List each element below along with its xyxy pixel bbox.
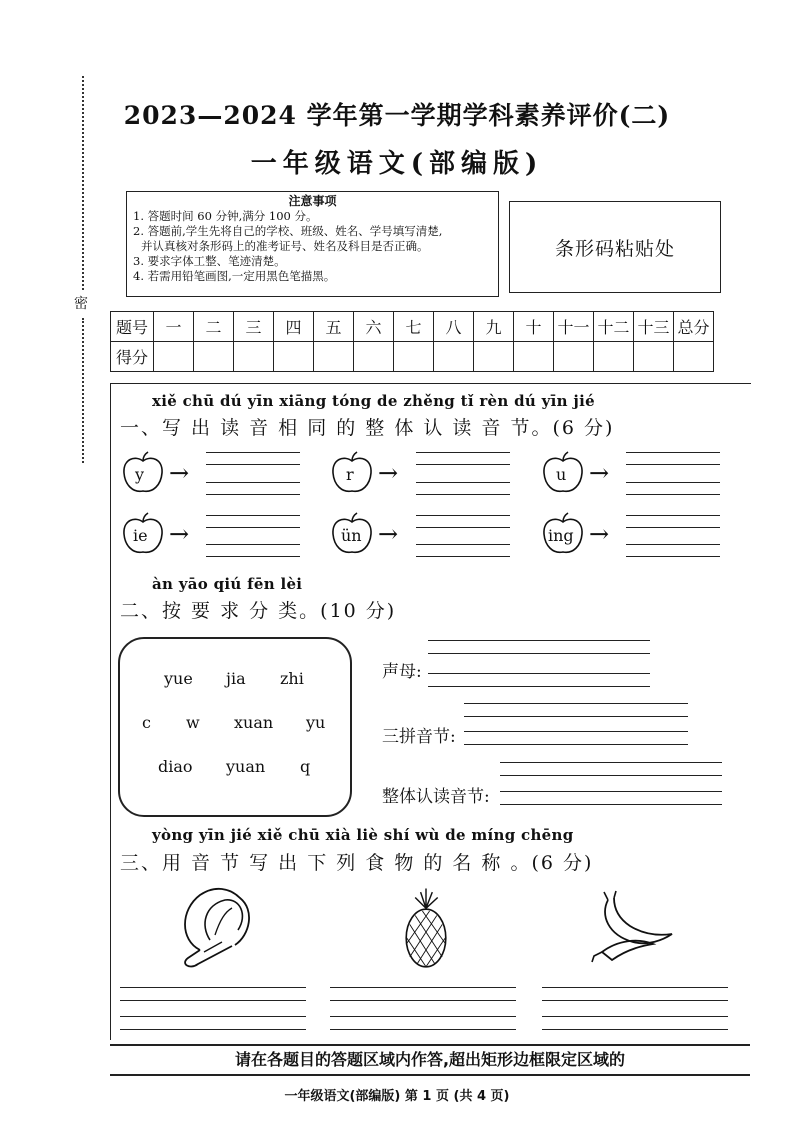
- apple-letter: ie: [133, 526, 148, 545]
- binding-dotted-line-bottom: [82, 318, 84, 463]
- answer-line[interactable]: [330, 1000, 516, 1001]
- score-table-row-label: 得分: [111, 342, 154, 372]
- answer-line[interactable]: [330, 1029, 516, 1030]
- syllable: q: [300, 757, 311, 776]
- answer-line[interactable]: [464, 716, 688, 717]
- notice-item: 2. 答题前,学生先将自己的学校、班级、姓名、学号填写清楚,: [133, 224, 443, 238]
- arrow-icon: →: [169, 459, 190, 487]
- q2-heading: 二、按 要 求 分 类。(10 分): [120, 600, 397, 622]
- notice-item: 3. 要求字体工整、笔迹清楚。: [133, 254, 286, 268]
- answer-line[interactable]: [500, 775, 722, 776]
- score-cell[interactable]: [154, 342, 194, 372]
- apple-letter: ün: [341, 526, 362, 545]
- q1-pinyin: xiě chū dú yīn xiāng tóng de zhěng tǐ rèn dú yīn jié: [152, 392, 595, 410]
- score-table-header-cell: 十二: [594, 312, 634, 342]
- score-cell[interactable]: [394, 342, 434, 372]
- answer-line[interactable]: [120, 1000, 306, 1001]
- syllable: yue: [164, 669, 193, 688]
- score-cell[interactable]: [274, 342, 314, 372]
- answer-line[interactable]: [416, 452, 510, 453]
- answer-line[interactable]: [416, 464, 510, 465]
- q3-heading: 三、用 音 节 写 出 下 列 食 物 的 名 称 。(6 分): [120, 852, 594, 874]
- answer-line[interactable]: [626, 515, 720, 516]
- answer-line[interactable]: [428, 653, 650, 654]
- score-cell[interactable]: [554, 342, 594, 372]
- answer-line[interactable]: [464, 731, 688, 732]
- score-table-header-cell: 六: [354, 312, 394, 342]
- score-table-header-cell: 五: [314, 312, 354, 342]
- answer-line[interactable]: [626, 494, 720, 495]
- apple-letter: y: [135, 465, 145, 484]
- syllable: diao: [158, 757, 193, 776]
- pineapple-icon: [399, 888, 453, 970]
- answer-line[interactable]: [542, 987, 728, 988]
- answer-line[interactable]: [416, 515, 510, 516]
- score-table-row-label: 题号: [111, 312, 154, 342]
- apple-letter: u: [556, 465, 567, 484]
- syllable: xuan: [234, 713, 274, 732]
- answer-line[interactable]: [206, 527, 300, 528]
- page-footer: 一年级语文(部编版) 第 1 页 (共 4 页): [284, 1089, 510, 1104]
- answer-line[interactable]: [626, 544, 720, 545]
- answer-line[interactable]: [464, 703, 688, 704]
- answer-line[interactable]: [464, 744, 688, 745]
- category-label-whole: 整体认读音节:: [382, 787, 490, 807]
- answer-area-warning: 请在各题目的答题区域内作答,超出矩形边框限定区域的: [110, 1044, 750, 1076]
- answer-line[interactable]: [428, 640, 650, 641]
- answer-line[interactable]: [206, 464, 300, 465]
- answer-line[interactable]: [416, 527, 510, 528]
- syllable: zhi: [280, 669, 304, 688]
- answer-line[interactable]: [416, 494, 510, 495]
- barcode-label: 条形码粘贴处: [554, 237, 675, 260]
- answer-line[interactable]: [626, 527, 720, 528]
- score-table-header-cell: 九: [474, 312, 514, 342]
- answer-line[interactable]: [542, 1000, 728, 1001]
- q1-heading: 一、写 出 读 音 相 同 的 整 体 认 读 音 节。(6 分): [120, 417, 615, 439]
- syllable: yuan: [226, 757, 266, 776]
- seal-character: 密: [74, 296, 88, 312]
- notice-box: [126, 191, 499, 297]
- answer-line[interactable]: [500, 791, 722, 792]
- syllable: c: [142, 713, 151, 732]
- q2-pinyin: àn yāo qiú fēn lèi: [152, 575, 303, 593]
- answer-line[interactable]: [206, 556, 300, 557]
- arrow-icon: →: [589, 459, 610, 487]
- category-label-initials: 声母:: [382, 662, 422, 682]
- category-label-three-part: 三拼音节:: [382, 727, 456, 747]
- arrow-icon: →: [589, 520, 610, 548]
- answer-line[interactable]: [428, 673, 650, 674]
- score-cell[interactable]: [354, 342, 394, 372]
- answer-line[interactable]: [542, 1016, 728, 1017]
- score-table: [110, 311, 714, 372]
- score-cell[interactable]: [594, 342, 634, 372]
- notice-heading: 注意事项: [288, 194, 337, 208]
- answer-line[interactable]: [428, 686, 650, 687]
- answer-line[interactable]: [206, 515, 300, 516]
- answer-line[interactable]: [416, 556, 510, 557]
- answer-line[interactable]: [500, 804, 722, 805]
- syllable: jia: [226, 669, 246, 688]
- apple-letter: ing: [548, 526, 574, 545]
- notice-item: 4. 若需用铅笔画图,一定用黑色笔描黑。: [133, 269, 336, 283]
- cabbage-icon: [170, 880, 270, 970]
- answer-line[interactable]: [626, 464, 720, 465]
- score-table-header-cell: 二: [194, 312, 234, 342]
- score-table-header-cell: 十三: [634, 312, 674, 342]
- answer-line[interactable]: [120, 987, 306, 988]
- score-table-header-cell: 三: [234, 312, 274, 342]
- score-table-header-cell: 十一: [554, 312, 594, 342]
- answer-line[interactable]: [626, 482, 720, 483]
- answer-line[interactable]: [626, 556, 720, 557]
- answer-line[interactable]: [330, 987, 516, 988]
- answer-line[interactable]: [416, 544, 510, 545]
- barcode-area: [509, 201, 721, 293]
- syllable: w: [186, 713, 200, 732]
- arrow-icon: →: [378, 459, 399, 487]
- answer-line[interactable]: [416, 482, 510, 483]
- score-cell[interactable]: [194, 342, 234, 372]
- q1-item-ie: [121, 512, 301, 562]
- score-table-header-cell: 总分: [674, 312, 714, 342]
- answer-line[interactable]: [206, 452, 300, 453]
- syllable-box: [118, 637, 352, 817]
- score-cell[interactable]: [674, 342, 714, 372]
- apple-letter: r: [346, 465, 354, 484]
- score-table-header-cell: 十: [514, 312, 554, 342]
- score-table-header-cell: 八: [434, 312, 474, 342]
- answer-line[interactable]: [626, 452, 720, 453]
- score-cell[interactable]: [514, 342, 554, 372]
- score-table-header-cell: 四: [274, 312, 314, 342]
- exam-subtitle: 一年级语文(部编版): [250, 149, 544, 179]
- answer-line[interactable]: [330, 1016, 516, 1017]
- score-cell[interactable]: [234, 342, 274, 372]
- notice-item: 并认真核对条形码上的准考证号、姓名及科目是否正确。: [141, 239, 429, 253]
- score-cell[interactable]: [634, 342, 674, 372]
- answer-line[interactable]: [120, 1029, 306, 1030]
- answer-line[interactable]: [542, 1029, 728, 1030]
- exam-title: 2023—2024 学年第一学期学科素养评价(二): [123, 101, 671, 130]
- score-table-header-cell: 一: [154, 312, 194, 342]
- q1-item-ing: [541, 512, 721, 562]
- score-table-header-cell: 七: [394, 312, 434, 342]
- syllable: yu: [306, 713, 326, 732]
- arrow-icon: →: [378, 520, 399, 548]
- arrow-icon: →: [169, 520, 190, 548]
- score-cell[interactable]: [314, 342, 354, 372]
- q1-item-un: [330, 512, 510, 562]
- q3-pinyin: yòng yīn jié xiě chū xià liè shí wù de míng chēng: [152, 826, 574, 844]
- answer-line[interactable]: [500, 762, 722, 763]
- answer-line[interactable]: [206, 544, 300, 545]
- chili-pepper-icon: [588, 890, 678, 970]
- score-cell[interactable]: [434, 342, 474, 372]
- answer-line[interactable]: [206, 482, 300, 483]
- score-cell[interactable]: [474, 342, 514, 372]
- answer-line[interactable]: [206, 494, 300, 495]
- answer-line[interactable]: [120, 1016, 306, 1017]
- notice-item: 1. 答题时间 60 分钟,满分 100 分。: [133, 209, 318, 223]
